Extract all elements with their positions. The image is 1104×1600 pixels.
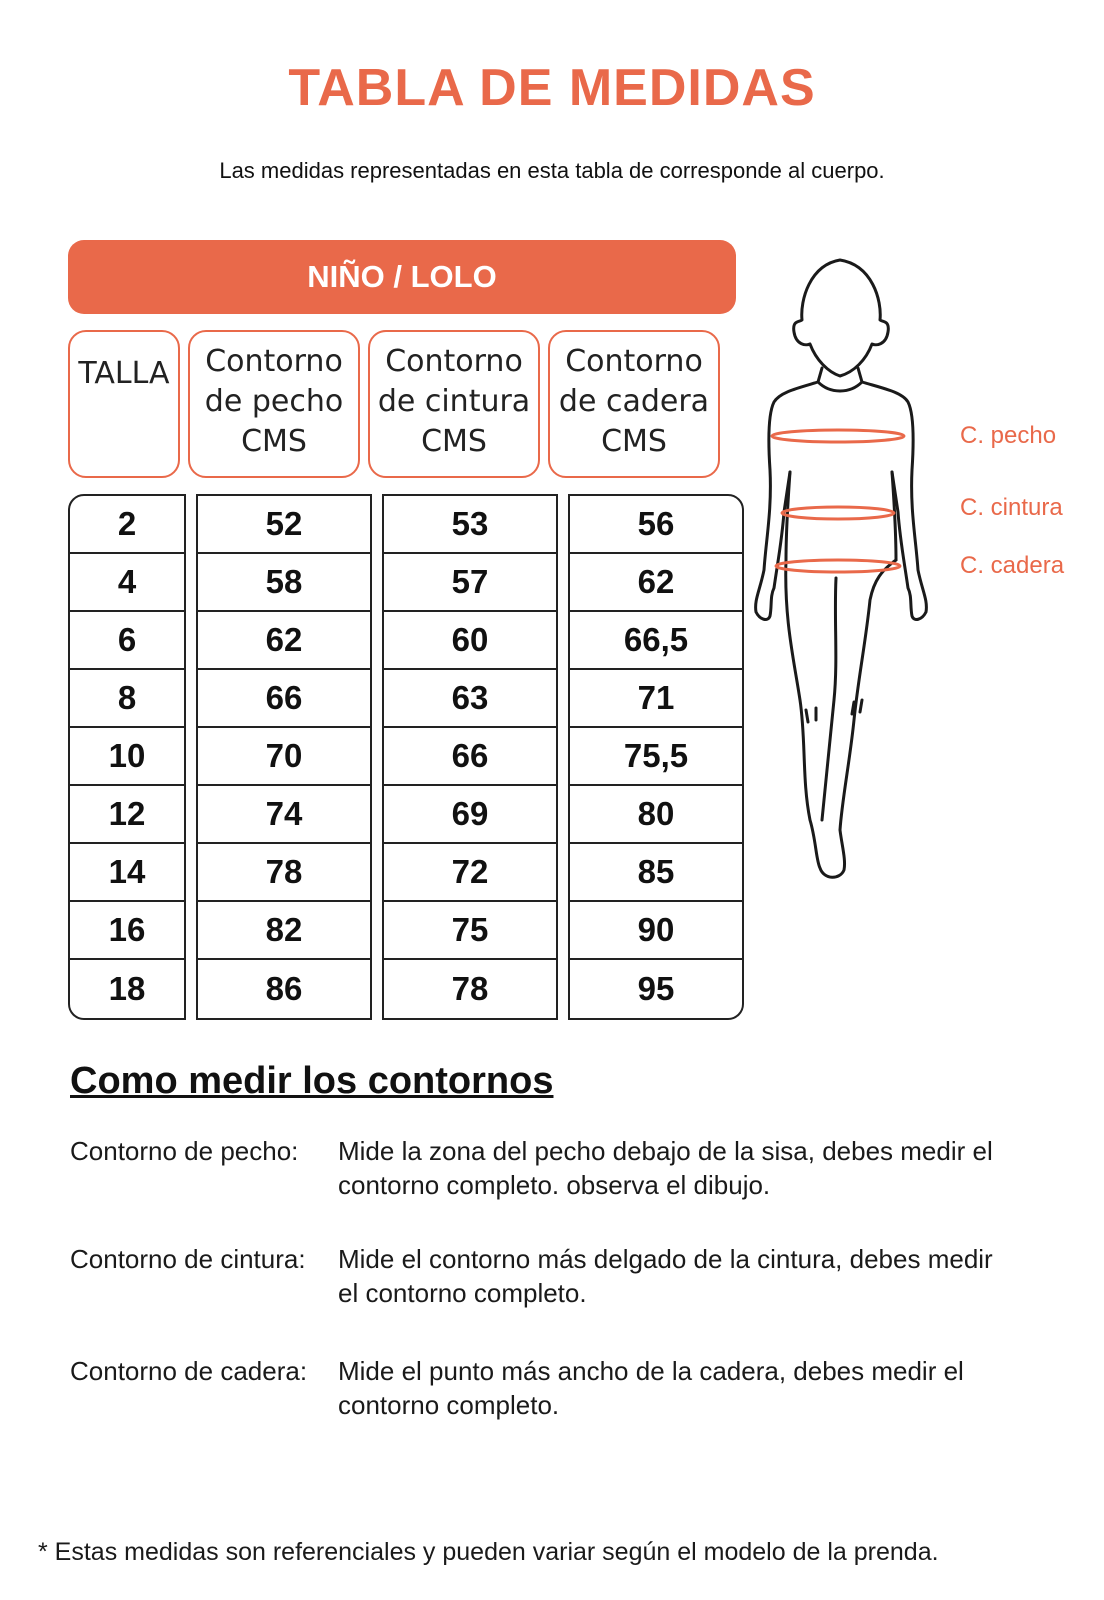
guide-title: Como medir los contornos xyxy=(70,1060,554,1102)
pecho-cell: 82 xyxy=(198,902,370,960)
figure-head xyxy=(794,260,889,376)
pecho-cell: 74 xyxy=(198,786,370,844)
body-figure-illustration xyxy=(750,240,1090,920)
cadera-cell: 85 xyxy=(570,844,742,902)
cadera-cell: 90 xyxy=(570,902,742,960)
cintura-cell: 72 xyxy=(384,844,556,902)
header-cintura-line3: CMS xyxy=(421,424,487,459)
page-subtitle: Las medidas representadas en esta tabla de corresponde al cuerpo. xyxy=(219,158,885,183)
guide-description: Mide el contorno más delgado de la cintura, debes medir el contorno completo. xyxy=(338,1244,993,1308)
header-talla xyxy=(68,330,180,478)
talla-column xyxy=(68,494,186,1020)
header-talla-label: TALLA xyxy=(78,356,170,391)
hip-measure-line xyxy=(776,560,900,572)
waist-measure-line xyxy=(782,507,894,519)
header-cadera-line1: Contorno xyxy=(565,344,703,379)
talla-cell: 18 xyxy=(108,970,146,1007)
cintura-cell: 78 xyxy=(451,970,489,1007)
page-title: TABLA DE MEDIDAS xyxy=(288,59,816,117)
talla-cell: 10 xyxy=(70,728,184,786)
cintura-cell: 53 xyxy=(384,496,556,554)
pecho-cell: 78 xyxy=(198,844,370,902)
pecho-cell: 70 xyxy=(198,728,370,786)
header-cintura xyxy=(368,330,540,478)
cintura-cell: 69 xyxy=(384,786,556,844)
header-cadera-line2: de cadera xyxy=(558,384,710,419)
label-chest: C. pecho xyxy=(960,422,1057,449)
cadera-cell: 62 xyxy=(570,554,742,612)
cadera-column xyxy=(568,494,744,1020)
pecho-cell: 52 xyxy=(198,496,370,554)
pecho-cell: 86 xyxy=(265,970,303,1007)
talla-cell: 16 xyxy=(70,902,184,960)
guide-description: Mide la zona del pecho debajo de la sisa, debes medir el contorno completo. observa el dibujo. xyxy=(338,1136,993,1200)
cintura-cell: 57 xyxy=(384,554,556,612)
header-cintura-line1: Contorno xyxy=(385,344,523,379)
figure-collar xyxy=(818,382,862,391)
pecho-cell: 62 xyxy=(198,612,370,670)
talla-cell: 8 xyxy=(70,670,184,728)
cintura-column xyxy=(382,494,558,1020)
header-cadera xyxy=(548,330,720,478)
pecho-column xyxy=(196,494,372,1020)
label-hip: C. cadera xyxy=(960,552,1065,579)
guide-term: Contorno de pecho: xyxy=(70,1136,299,1166)
header-pecho-line3: CMS xyxy=(241,424,307,459)
figure-torso xyxy=(756,382,927,619)
header-pecho-line1: Contorno xyxy=(205,344,343,379)
cintura-cell: 60 xyxy=(384,612,556,670)
size-table xyxy=(68,494,744,1020)
guide-description: Mide el punto más ancho de la cadera, debes medir el contorno completo. xyxy=(338,1356,964,1420)
cintura-cell: 66 xyxy=(384,728,556,786)
talla-cell: 14 xyxy=(70,844,184,902)
cadera-cell: 56 xyxy=(570,496,742,554)
chest-measure-line xyxy=(772,430,904,442)
cadera-cell: 66,5 xyxy=(570,612,742,670)
header-cadera-line3: CMS xyxy=(601,424,667,459)
header-cintura-line2: de cintura xyxy=(377,384,531,419)
talla-cell: 2 xyxy=(70,496,184,554)
talla-cell: 4 xyxy=(70,554,184,612)
cintura-cell: 75 xyxy=(384,902,556,960)
cadera-cell: 80 xyxy=(570,786,742,844)
cintura-cell: 63 xyxy=(384,670,556,728)
figure-legs xyxy=(786,560,896,877)
cadera-cell: 75,5 xyxy=(570,728,742,786)
cadera-cell: 71 xyxy=(570,670,742,728)
label-waist: C. cintura xyxy=(960,494,1063,521)
size-group-banner: NIÑO / LOLO xyxy=(68,240,736,314)
header-pecho xyxy=(188,330,360,478)
talla-cell: 6 xyxy=(70,612,184,670)
pecho-cell: 58 xyxy=(198,554,370,612)
cadera-cell: 95 xyxy=(637,970,675,1007)
guide-term: Contorno de cadera: xyxy=(70,1356,308,1386)
footnote: * Estas medidas son referenciales y pueden variar según el modelo de la prenda. xyxy=(38,1538,939,1566)
pecho-cell: 66 xyxy=(198,670,370,728)
talla-cell: 12 xyxy=(70,786,184,844)
header-pecho-line2: de pecho xyxy=(204,384,344,419)
guide-term: Contorno de cintura: xyxy=(70,1244,306,1274)
